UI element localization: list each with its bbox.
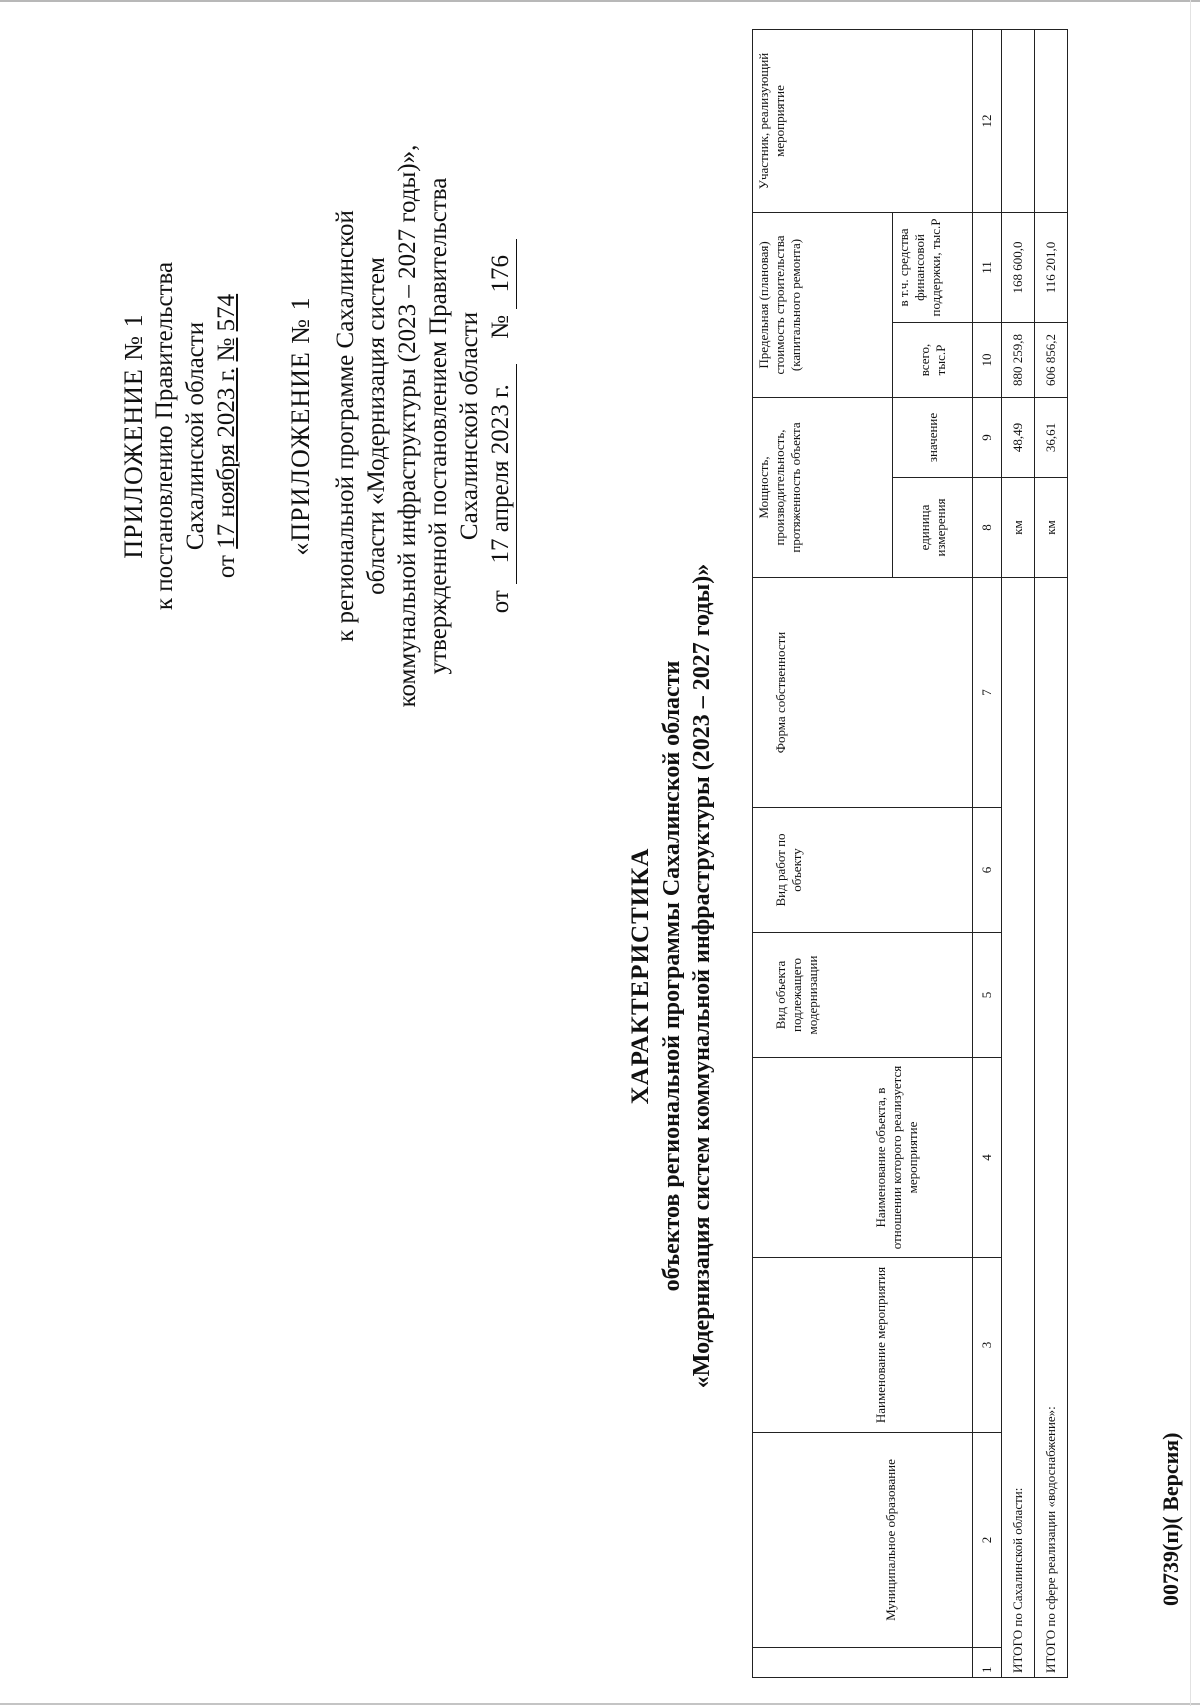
- title-line: ХАРАКТЕРИСТИКА: [627, 847, 654, 1105]
- header-municipality: Муниципальное образование: [753, 1433, 973, 1648]
- number-prefix: №: [487, 315, 514, 339]
- column-number: 6: [973, 808, 1002, 933]
- appendix-heading: ПРИЛОЖЕНИЕ № 1: [119, 313, 148, 559]
- header-cell: [753, 1648, 973, 1678]
- date-prefix: от: [487, 590, 514, 614]
- table-row: [1002, 29, 1035, 1677]
- column-number: 11: [973, 212, 1002, 322]
- header-unit: единица измерения: [893, 478, 973, 578]
- summary-label: ИТОГО по Сахалинской области:: [1002, 578, 1035, 1678]
- column-number: 5: [973, 933, 1002, 1058]
- column-number: 3: [973, 1258, 1002, 1433]
- government-decree-appendix: [118, 156, 242, 716]
- program-appendix: [285, 86, 517, 766]
- column-number: 10: [973, 323, 1002, 398]
- summary-participant: [1035, 29, 1068, 212]
- appendix-line: коммунальной инфраструктуры (2023 – 2027 годы)»,: [394, 144, 421, 708]
- decree-date: 17 ноября 2023 г.: [213, 367, 240, 549]
- program-number: 176: [485, 239, 517, 309]
- header-object-name: Наименование объекта, в отношении которого реализуется мероприятие: [753, 1058, 973, 1258]
- header-total: всего, тыс.Р: [893, 323, 973, 398]
- header-value: значение: [893, 398, 973, 478]
- summary-total: 880 259,8: [1002, 323, 1035, 398]
- header-participant: Участник, реализующий мероприятие: [753, 29, 973, 212]
- column-number: 8: [973, 478, 1002, 578]
- objects-table: [752, 29, 1068, 1678]
- column-number: 9: [973, 398, 1002, 478]
- summary-incl-support: 168 600,0: [1002, 212, 1035, 322]
- number-prefix: №: [213, 337, 240, 362]
- appendix-line: области «Модернизация систем: [363, 257, 390, 595]
- appendix-date-line: [211, 156, 242, 716]
- appendix-line: Сахалинской области: [182, 321, 209, 551]
- table-row: [1035, 29, 1068, 1677]
- appendix-line: к постановлению Правительства: [151, 261, 178, 611]
- summary-participant: [1002, 29, 1035, 212]
- summary-label: ИТОГО по сфере реализации «водоснабжение»:: [1035, 578, 1068, 1678]
- title-line: «Модернизация систем коммунальной инфраструктуры (2023 – 2027 годы)»: [689, 563, 715, 1389]
- appendix-date-line: [485, 86, 517, 766]
- column-number: 7: [973, 578, 1002, 808]
- document-title: [625, 376, 717, 1576]
- appendix-heading: «ПРИЛОЖЕНИЕ № 1: [286, 296, 315, 556]
- header-cost-group: Предельная (плановая) стоимость строительства (капитального ремонта): [753, 212, 893, 397]
- summary-incl-support: 116 201,0: [1035, 212, 1068, 322]
- document-version-code: 00739(п)( Версия): [1158, 1432, 1183, 1606]
- column-number: 2: [973, 1433, 1002, 1648]
- column-number: 12: [973, 29, 1002, 212]
- program-date: 17 апреля 2023 г.: [485, 364, 517, 584]
- title-line: объектов региональной программы Сахалинской области: [659, 660, 685, 1292]
- summary-value: 48,49: [1002, 398, 1035, 478]
- header-capacity-group: Мощность, производительность, протяженность объекта: [753, 398, 893, 578]
- column-numbers-row: [973, 29, 1002, 1677]
- summary-unit: км: [1002, 478, 1035, 578]
- header-ownership: Форма собственности: [753, 578, 973, 808]
- summary-unit: км: [1035, 478, 1068, 578]
- header-incl-support: в т.ч. средства финансовой поддержки, тыс.Р: [893, 212, 973, 322]
- appendix-line: утвержденной постановлением Правительства: [425, 177, 452, 675]
- date-prefix: от: [213, 555, 240, 579]
- column-number: 1: [973, 1648, 1002, 1678]
- column-number: 4: [973, 1058, 1002, 1258]
- summary-value: 36,61: [1035, 398, 1068, 478]
- header-work-type: Вид работ по объекту: [753, 808, 973, 933]
- header-measure-name: Наименование мероприятия: [753, 1258, 973, 1433]
- decree-number: 574: [213, 293, 240, 332]
- summary-total: 606 856,2: [1035, 323, 1068, 398]
- header-object-type: Вид объекта подлежащего модернизации: [753, 933, 973, 1058]
- appendix-line: к региональной программе Сахалинской: [332, 210, 359, 642]
- appendix-line: Сахалинской области: [456, 311, 483, 541]
